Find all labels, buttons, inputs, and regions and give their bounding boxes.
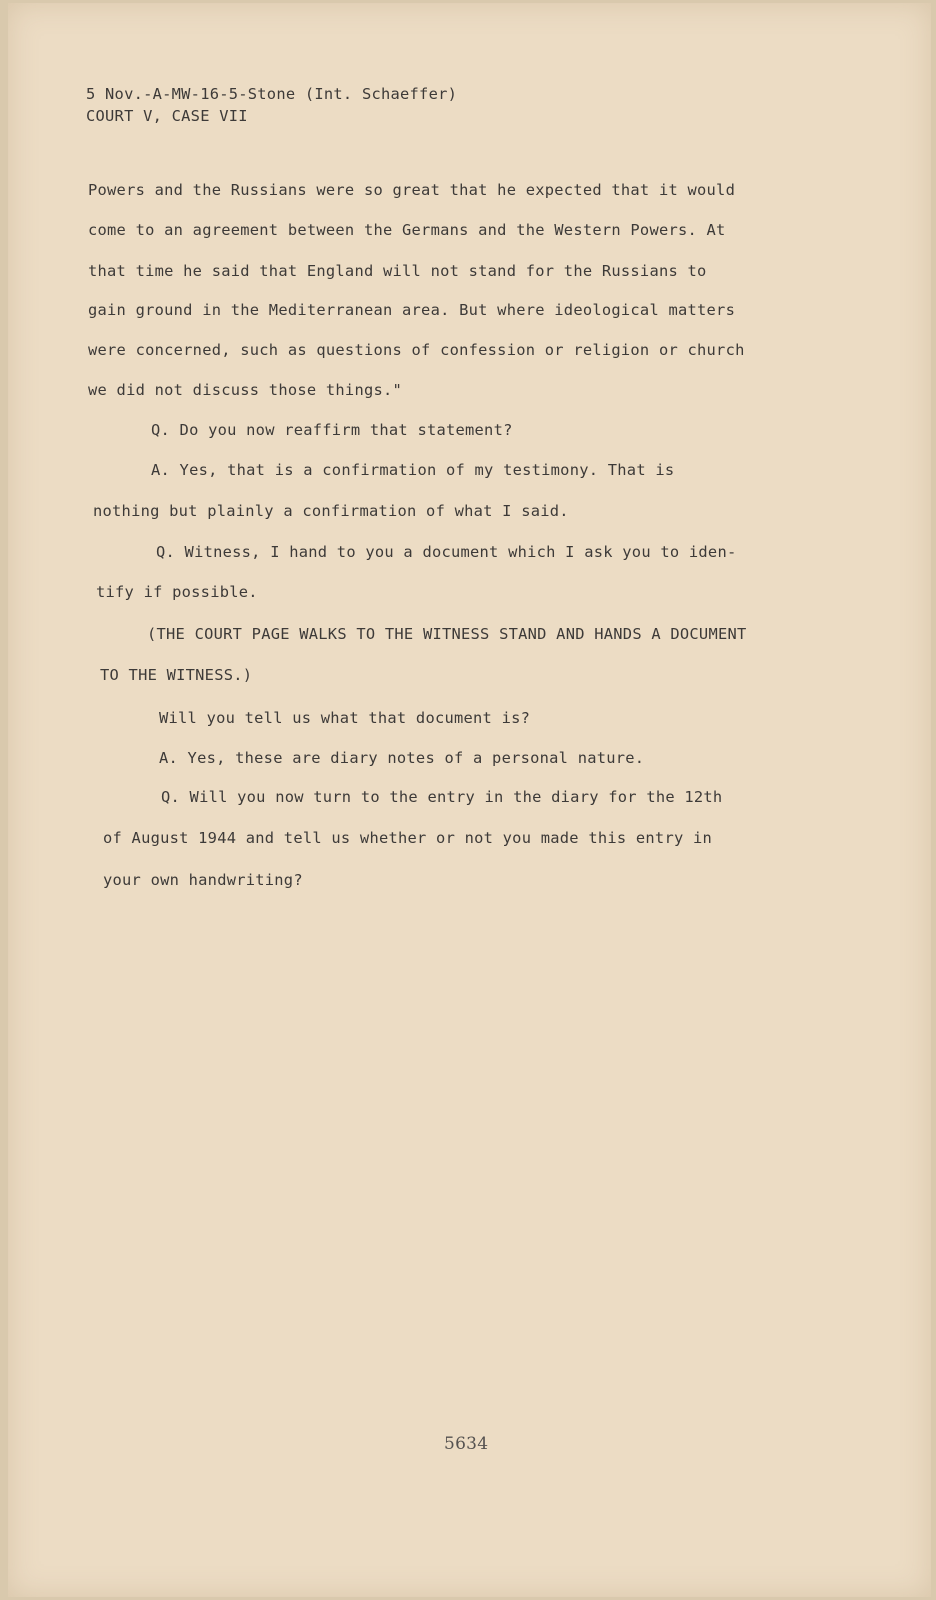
page-number: 5634 [444,1434,489,1454]
header-court-line: COURT V, CASE VII [86,107,248,125]
header-session-line: 5 Nov.-A-MW-16-5-Stone (Int. Schaeffer) [86,85,458,103]
document-header [86,83,457,127]
document-page [8,3,931,1597]
body-line: tify if possible. [96,583,258,601]
body-line: of August 1944 and tell us whether or not you made this entry in [103,829,713,847]
stage-direction-line: TO THE WITNESS.) [100,666,253,684]
question-line: Q. Witness, I hand to you a document which I ask you to iden- [156,543,737,561]
answer-line: A. Yes, these are diary notes of a personal nature. [159,749,645,767]
body-line: gain ground in the Mediterranean area. But where ideological matters [88,301,736,319]
body-line: your own handwriting? [103,871,303,889]
body-line: that time he said that England will not stand for the Russians to [88,262,707,280]
body-line: we did not discuss those things." [88,381,403,399]
body-line: come to an agreement between the Germans and the Western Powers. At [88,221,726,239]
body-line: were concerned, such as questions of confession or religion or church [88,341,745,359]
answer-line: A. Yes, that is a confirmation of my testimony. That is [151,461,675,479]
question-line: Q. Do you now reaffirm that statement? [151,421,513,439]
stage-direction-line: (THE COURT PAGE WALKS TO THE WITNESS STAND AND HANDS A DOCUMENT [147,625,747,643]
question-line: Will you tell us what that document is? [159,709,531,727]
question-line: Q. Will you now turn to the entry in the diary for the 12th [161,788,723,806]
body-line: Powers and the Russians were so great that he expected that it would [88,181,736,199]
body-line: nothing but plainly a confirmation of what I said. [93,502,569,520]
